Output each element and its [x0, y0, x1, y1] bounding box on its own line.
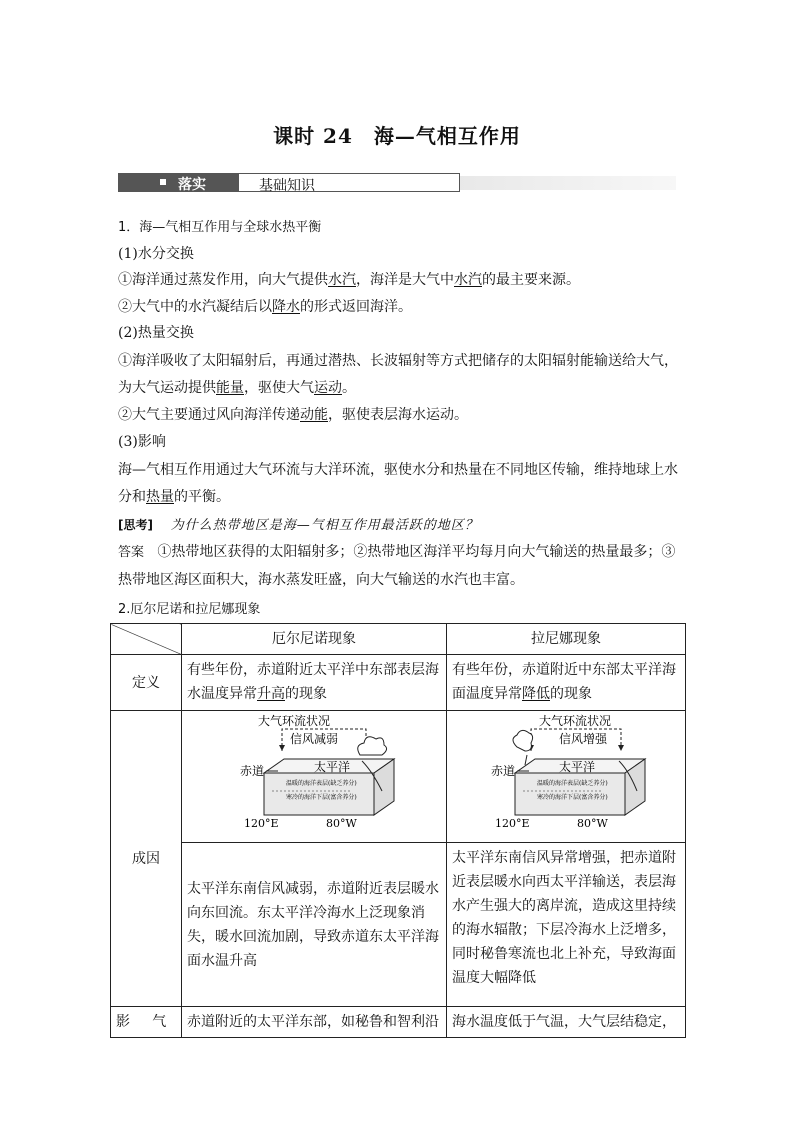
text-segment: ②大气中的水汽凝结后以: [118, 299, 272, 315]
p1b-text: [118, 296, 412, 316]
effect-elnino-cell: 赤道附近的太平洋东部，如秘鲁和智利沿: [182, 1007, 447, 1038]
row-header-cause: 成因: [111, 711, 182, 1007]
text-segment: 为大气运动提供: [118, 380, 216, 396]
banner-label: 基础知识: [259, 178, 315, 194]
text-segment: 有些年份，赤道附近中东部太平洋海面温度异常: [452, 662, 676, 702]
cold-layer-label: 寒冷的海洋下层(富含养分): [286, 794, 357, 801]
text-segment: 。: [342, 380, 356, 396]
p1a-text: [118, 269, 580, 289]
answer-blank: 热量: [146, 489, 174, 505]
answer-blank: 动能: [300, 407, 328, 423]
answer-blank: 水汽: [454, 272, 482, 288]
text-segment: ，驱使大气: [244, 380, 314, 396]
cold-layer-label: 寒冷的海洋下层(富含养分): [537, 794, 608, 801]
equator-label: 赤道: [491, 764, 516, 778]
text-segment: ，驱使表层海水运动。: [328, 407, 468, 423]
effect-lanina-cell: 海水温度低于气温，大气层结稳定，: [447, 1007, 686, 1038]
effect-char-2: 气: [152, 1014, 167, 1030]
col-header-lanina: 拉尼娜现象: [447, 624, 686, 655]
comparison-table: [110, 623, 686, 1038]
lon-east-label: 80°W: [326, 817, 357, 830]
warm-layer-label: 温暖的海洋表层(缺乏养分): [286, 780, 357, 787]
warm-layer-label: 温暖的海洋表层(缺乏养分): [537, 780, 608, 787]
answer-blank: 降低: [522, 686, 550, 702]
cause-elnino-cell: 太平洋东南信风减弱，赤道附近表层暖水向东回流。东太平洋冷海水上泛现象消失，暖水回流加剧，导致赤道东太平洋海面水温升高: [182, 843, 447, 1007]
text-segment: ，海洋是大气中: [356, 272, 454, 288]
think-question: [118, 514, 479, 533]
lon-east-label: 80°W: [577, 817, 608, 830]
answer-blank: 升高: [257, 686, 285, 702]
text-segment: 的平衡。: [174, 489, 230, 505]
text-segment: 有些年份，赤道附近太平洋中东部表层海水温度异常: [187, 662, 439, 702]
diagram-elnino-cell: [182, 711, 447, 843]
square-bullet-icon: [160, 179, 166, 185]
p1-heading: (1)水分交换: [118, 246, 194, 262]
text-segment: 分和: [118, 489, 146, 505]
think-tag: [思考]: [118, 518, 153, 532]
page-title: 课时 24 海—气相互作用: [273, 124, 521, 148]
def-lanina-cell: [447, 655, 686, 711]
answer-blank: 运动: [314, 380, 342, 396]
text-segment: ②大气主要通过风向海洋传递: [118, 407, 300, 423]
section2-heading: 2.厄尔尼诺和拉尼娜现象: [118, 602, 261, 617]
row-header-effect: [111, 1007, 182, 1038]
p2a-line1: ①海洋吸收了太阳辐射后，再通过潜热、长波辐射等方式把储存的太阳辐射能输送给大气，: [118, 353, 678, 369]
ocean-label: 太平洋: [314, 760, 351, 774]
diagram-lanina-cell: [447, 711, 686, 843]
p2b-text: [118, 404, 468, 424]
answer-text: ①热带地区获得的太阳辐射多；②热带地区海洋平均每月向大气输送的热量最多；③: [157, 544, 676, 560]
p3-heading: (3)影响: [118, 434, 166, 450]
answer-blank: 水汽: [328, 272, 356, 288]
circulation-label: 大气环流状况: [258, 714, 331, 728]
text-segment: ①海洋通过蒸发作用，向大气提供: [118, 272, 328, 288]
p3-line1: 海—气相互作用通过大气环流与大洋环流，驱使水分和热量在不同地区传输，维持地球上水: [118, 462, 678, 478]
def-elnino-cell: [182, 655, 447, 711]
p2a-line2: [118, 377, 356, 397]
p2-heading: (2)热量交换: [118, 325, 194, 341]
section-banner: [118, 173, 676, 192]
text-segment: 的最主要来源。: [482, 272, 580, 288]
banner-label-box: [238, 173, 460, 192]
lon-west-label: 120°E: [244, 817, 279, 830]
p3-line2: [118, 486, 230, 506]
think-question-text: 为什么热带地区是海—气相互作用最活跃的地区？: [170, 518, 479, 533]
answer-line1: [118, 541, 675, 561]
answer-blank: 降水: [272, 299, 300, 315]
wind-label: 信风增强: [559, 732, 608, 746]
col-header-elnino: 厄尔尼诺现象: [182, 624, 447, 655]
text-segment: 的现象: [285, 686, 327, 702]
text-segment: 的形式返回海洋。: [300, 299, 412, 315]
banner-tag-box: [118, 173, 238, 192]
circulation-label: 大气环流状况: [539, 714, 612, 728]
table-corner-cell: [111, 624, 182, 655]
answer-line2: 热带地区海区面积大，海水蒸发旺盛，向大气输送的水汽也丰富。: [118, 572, 524, 588]
row-header-definition: 定义: [111, 655, 182, 711]
answer-label: 答案: [118, 545, 145, 560]
answer-blank: 能量: [216, 380, 244, 396]
wind-label: 信风减弱: [290, 732, 339, 746]
equator-label: 赤道: [240, 764, 265, 778]
lon-west-label: 120°E: [495, 817, 530, 830]
section1-heading: 1．海—气相互作用与全球水热平衡: [118, 220, 322, 235]
elnino-diagram: [182, 711, 446, 834]
ocean-label: 太平洋: [559, 760, 596, 774]
lanina-diagram: [447, 711, 685, 834]
cause-lanina-cell: 太平洋东南信风异常增强，把赤道附近表层暖水向西太平洋输送，表层海水产生强大的离岸流，造成这里持续的海水辐散；下层冷海水上泛增多，同时秘鲁寒流也北上补充，导致海面温度大幅降低: [447, 843, 686, 1007]
effect-char-1: 影: [116, 1014, 130, 1030]
text-segment: 的现象: [550, 686, 592, 702]
banner-tag: 落实: [178, 177, 206, 193]
